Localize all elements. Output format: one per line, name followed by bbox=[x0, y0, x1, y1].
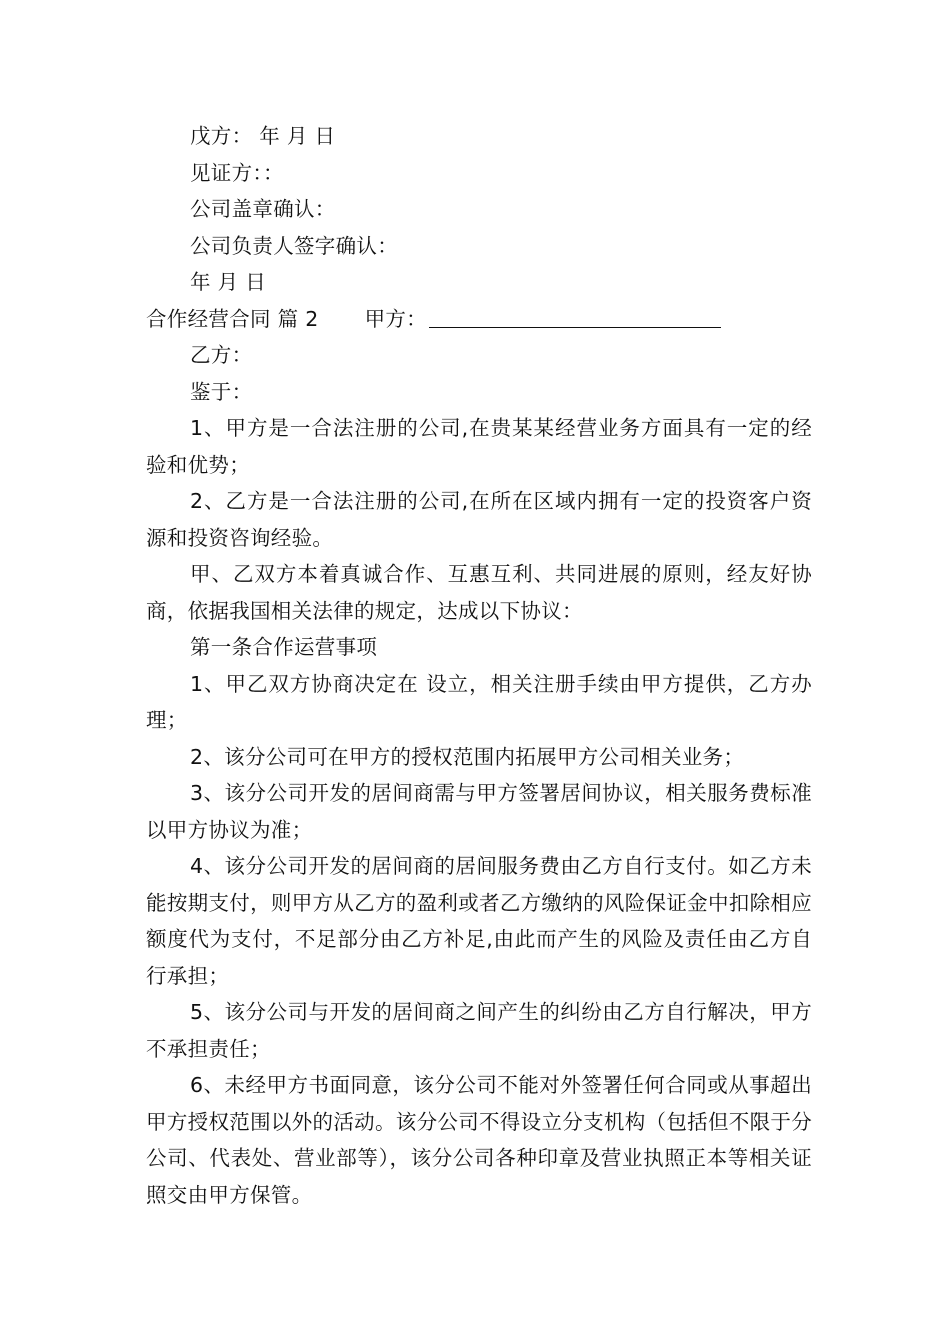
paragraph-2: 2、乙方是一合法注册的公司,在所在区域内拥有一定的投资客户资源和投资咨询经验。 bbox=[146, 489, 812, 550]
document-body bbox=[146, 118, 812, 1213]
paragraph-5: 2、该分公司可在甲方的授权范围内拓展甲方公司相关业务； bbox=[190, 744, 745, 769]
paragraph-1: 1、甲方是一合法注册的公司,在贵某某经营业务方面具有一定的经验和优势； bbox=[146, 416, 812, 477]
paragraph-6: 3、该分公司开发的居间商需与甲方签署居间协议，相关服务费标准以甲方协议为准； bbox=[146, 781, 812, 842]
paragraph-9: 6、未经甲方书面同意，该分公司不能对外签署任何合同或从事超出甲方授权范围以外的活动。该分公司不得设立分支机构（包括但不限于分公司、代表处、营业部等），该分公司各种印章及营业执照正本等相关证照交由甲方保管。 bbox=[146, 1073, 812, 1207]
contract-heading: 合作经营合同 篇 2 bbox=[146, 306, 319, 331]
party-wu-line: 戊方： 年 月 日 bbox=[190, 124, 336, 148]
witness-line: 见证方：： bbox=[190, 160, 284, 185]
paragraph-7: 4、该分公司开发的居间商的居间服务费由乙方自行支付。如乙方未能按期支付，则甲方从乙方的盈利或者乙方缴纳的风险保证金中扣除相应额度代为支付，不足部分由乙方补足,由此而产生的风险及责任由乙方自行承担； bbox=[146, 854, 812, 988]
party-b-label: 乙方： bbox=[190, 343, 253, 367]
company-seal-line: 公司盖章确认： bbox=[190, 197, 336, 221]
paragraph-8: 5、该分公司与开发的居间商之间产生的纠纷由乙方自行解决，甲方不承担责任； bbox=[146, 1000, 812, 1061]
party-a-blank-field bbox=[429, 303, 721, 328]
party-a-label: 甲方： bbox=[364, 306, 427, 331]
date-line: 年 月 日 bbox=[190, 270, 267, 294]
whereas-label: 鉴于： bbox=[190, 379, 253, 404]
company-sign-line: 公司负责人签字确认： bbox=[190, 233, 398, 258]
paragraph-4: 1、甲乙双方协商决定在 设立，相关注册手续由甲方提供，乙方办理； bbox=[146, 671, 812, 732]
paragraph-3: 甲、乙双方本着真诚合作、互惠互利、共同进展的原则，经友好协商，依据我国相关法律的规定，达成以下协议： bbox=[146, 562, 812, 623]
contract-heading-line bbox=[146, 301, 812, 338]
section-heading: 第一条合作运营事项 bbox=[190, 635, 378, 659]
